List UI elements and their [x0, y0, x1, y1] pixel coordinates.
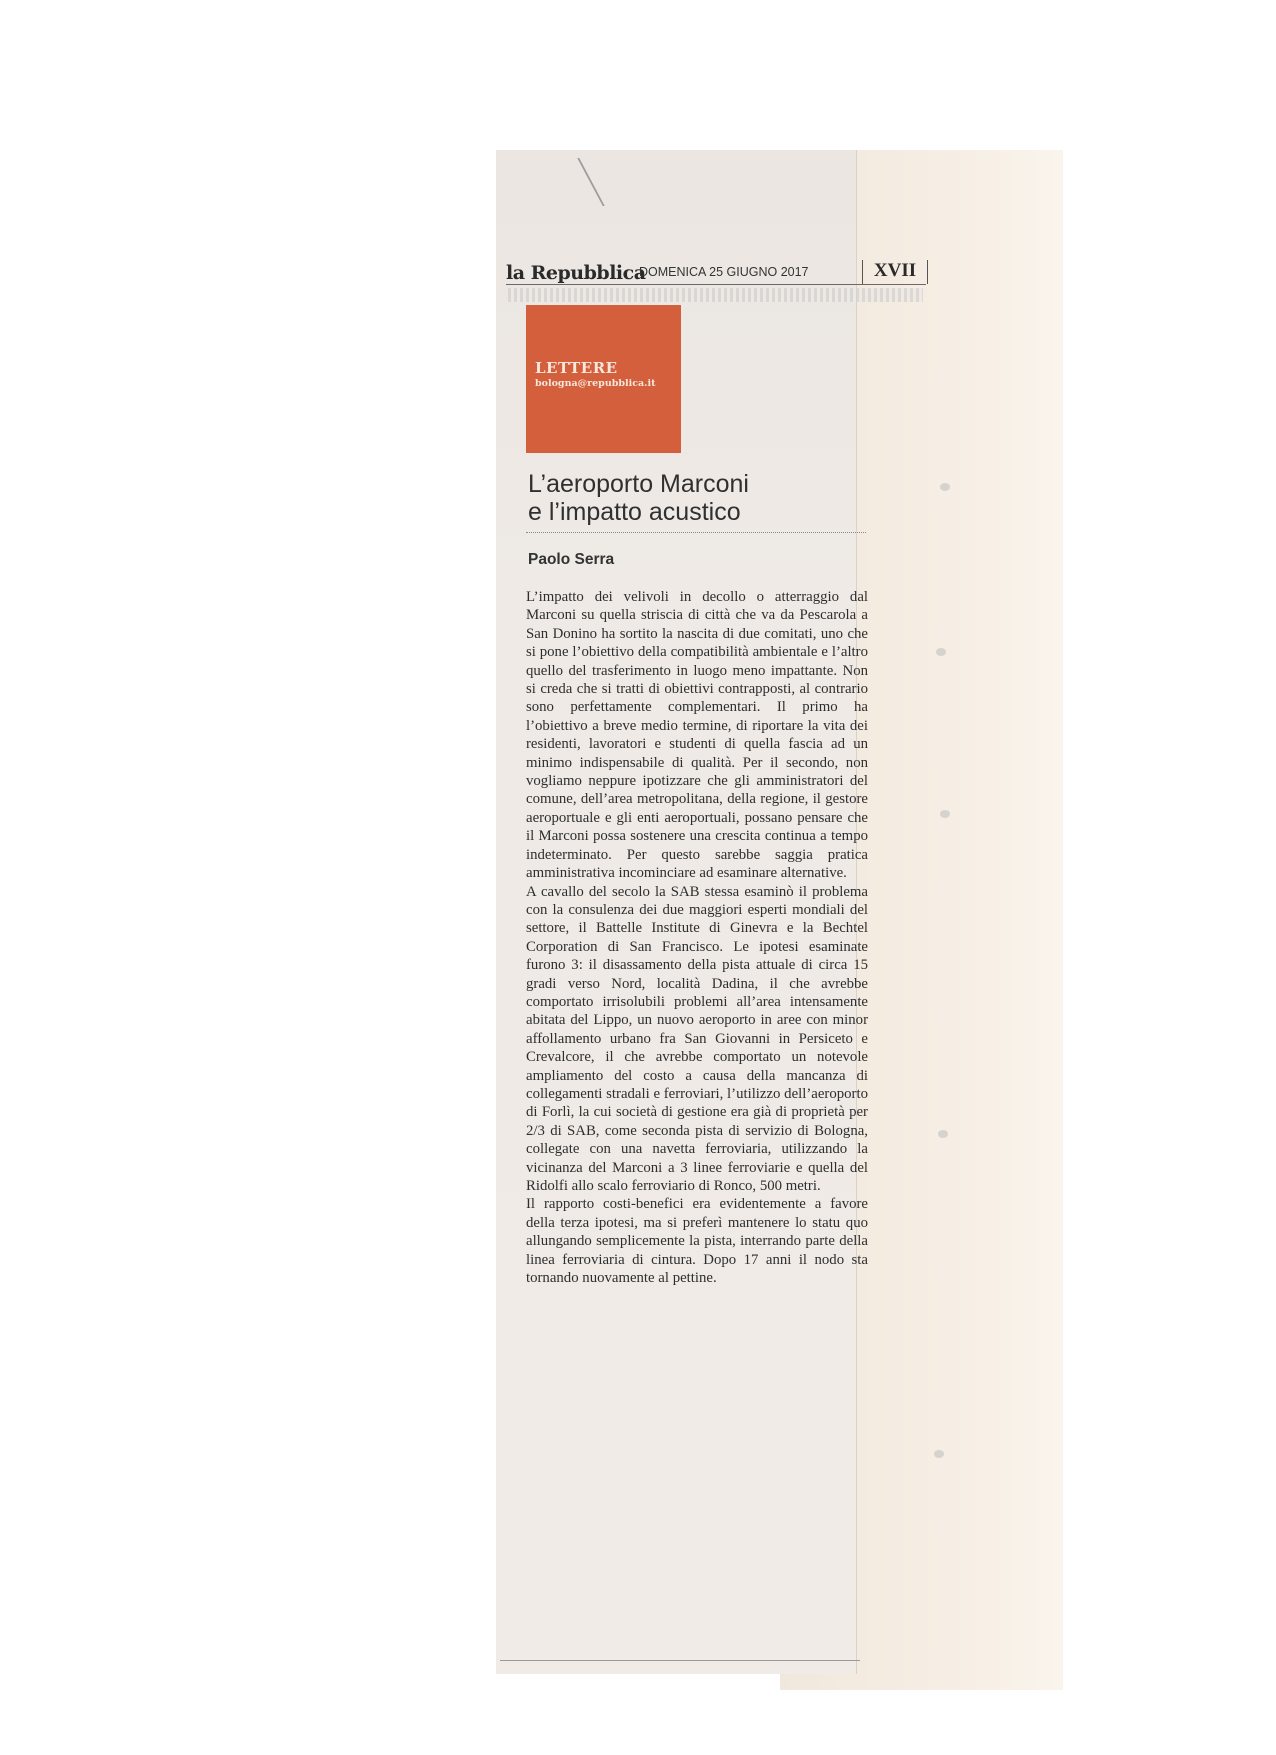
paragraph: A cavallo del secolo la SAB stessa esaminò il problema con la consulenza dei due maggiori esperti mondiali del settore, il Battelle Institute di Ginevra e la Bechtel Corporation di San Francisco. Le ipotesi esaminate furono 3: il disassamento della pista attuale di circa 15 gradi verso Nord, località Dadina, il che avrebbe comportato irrisolubili problemi all’area intensamente abitata del Lippo, un nuovo aeroporto in aree con minor affollamento urbano fra San Giovanni in Persiceto e Crevalcore, il che avrebbe comportato un notevole ampliamento del costo a causa della mancanza di collegamenti stradali e ferroviari, l’utilizzo dell’aeroporto di Forlì, la cui società di gestione era già di proprietà per 2/3 di SAB, come seconda pista di servizio di Bologna, collegate con una navetta ferroviaria, utilizzando la vicinanza del Marconi a 3 linee ferroviarie e quella del Ridolfi allo scalo ferroviario di Ronco, 500 metri.	[526, 883, 868, 1194]
article-body	[526, 588, 868, 1287]
section-title: LETTERE	[535, 359, 618, 377]
section-box	[526, 305, 681, 453]
bottom-divider	[500, 1660, 860, 1661]
paper-mark	[940, 483, 950, 491]
issue-date: DOMENICA 25 GIUGNO 2017	[639, 265, 809, 279]
masthead	[506, 262, 926, 285]
headline-line-1: L’aeroporto Marconi	[528, 470, 749, 498]
headline-line-2: e l’impatto acustico	[528, 498, 741, 526]
paragraph: Il rapporto costi-benefici era evidentemente a favore della terza ipotesi, ma si preferì mantenere lo statu quo allungando semplicemente la pista, interrando parte della linea ferroviaria di cintura. Dopo 17 anni il nodo sta tornando nuovamente al pettine.	[526, 1196, 868, 1287]
page-number: XVII	[862, 260, 928, 284]
article-author: Paolo Serra	[528, 551, 615, 568]
newspaper-name: la Repubblica	[506, 262, 646, 284]
paper-mark	[934, 1450, 944, 1458]
paper-mark	[940, 810, 950, 818]
torn-edge	[508, 288, 923, 302]
paragraph: L’impatto dei velivoli in decollo o atterraggio dal Marconi su quella striscia di città che va da Pescarola a San Donino ha sortito la nascita di due comitati, uno che si pone l’obiettivo della compatibilità ambientale e l’altro quello del trasferimento in luogo meno impattante. Non si creda che si tratti di obiettivi contrapposti, al contrario sono perfettamente complementari. Il primo ha l’obiettivo a breve medio termine, di riportare la vita dei residenti, lavoratori e studenti di quella fascia ad un minimo indispensabile di qualità. Per il secondo, non vogliamo neppure ipotizzare che gli amministratori del comune, dell’area metropolitana, della regione, il gestore aeroportuale e gli enti aeroportuali, possano pensare che il Marconi possa sostenere una crescita continua a tempo indeterminato. Per questo sarebbe saggia pratica amministrativa incominciare ad esaminare alternative.	[526, 589, 868, 882]
headline-divider	[526, 532, 866, 533]
section-email: bologna@repubblica.it	[535, 378, 656, 389]
paper-mark	[936, 648, 946, 656]
article-headline	[528, 470, 868, 526]
paper-mark	[938, 1130, 948, 1138]
